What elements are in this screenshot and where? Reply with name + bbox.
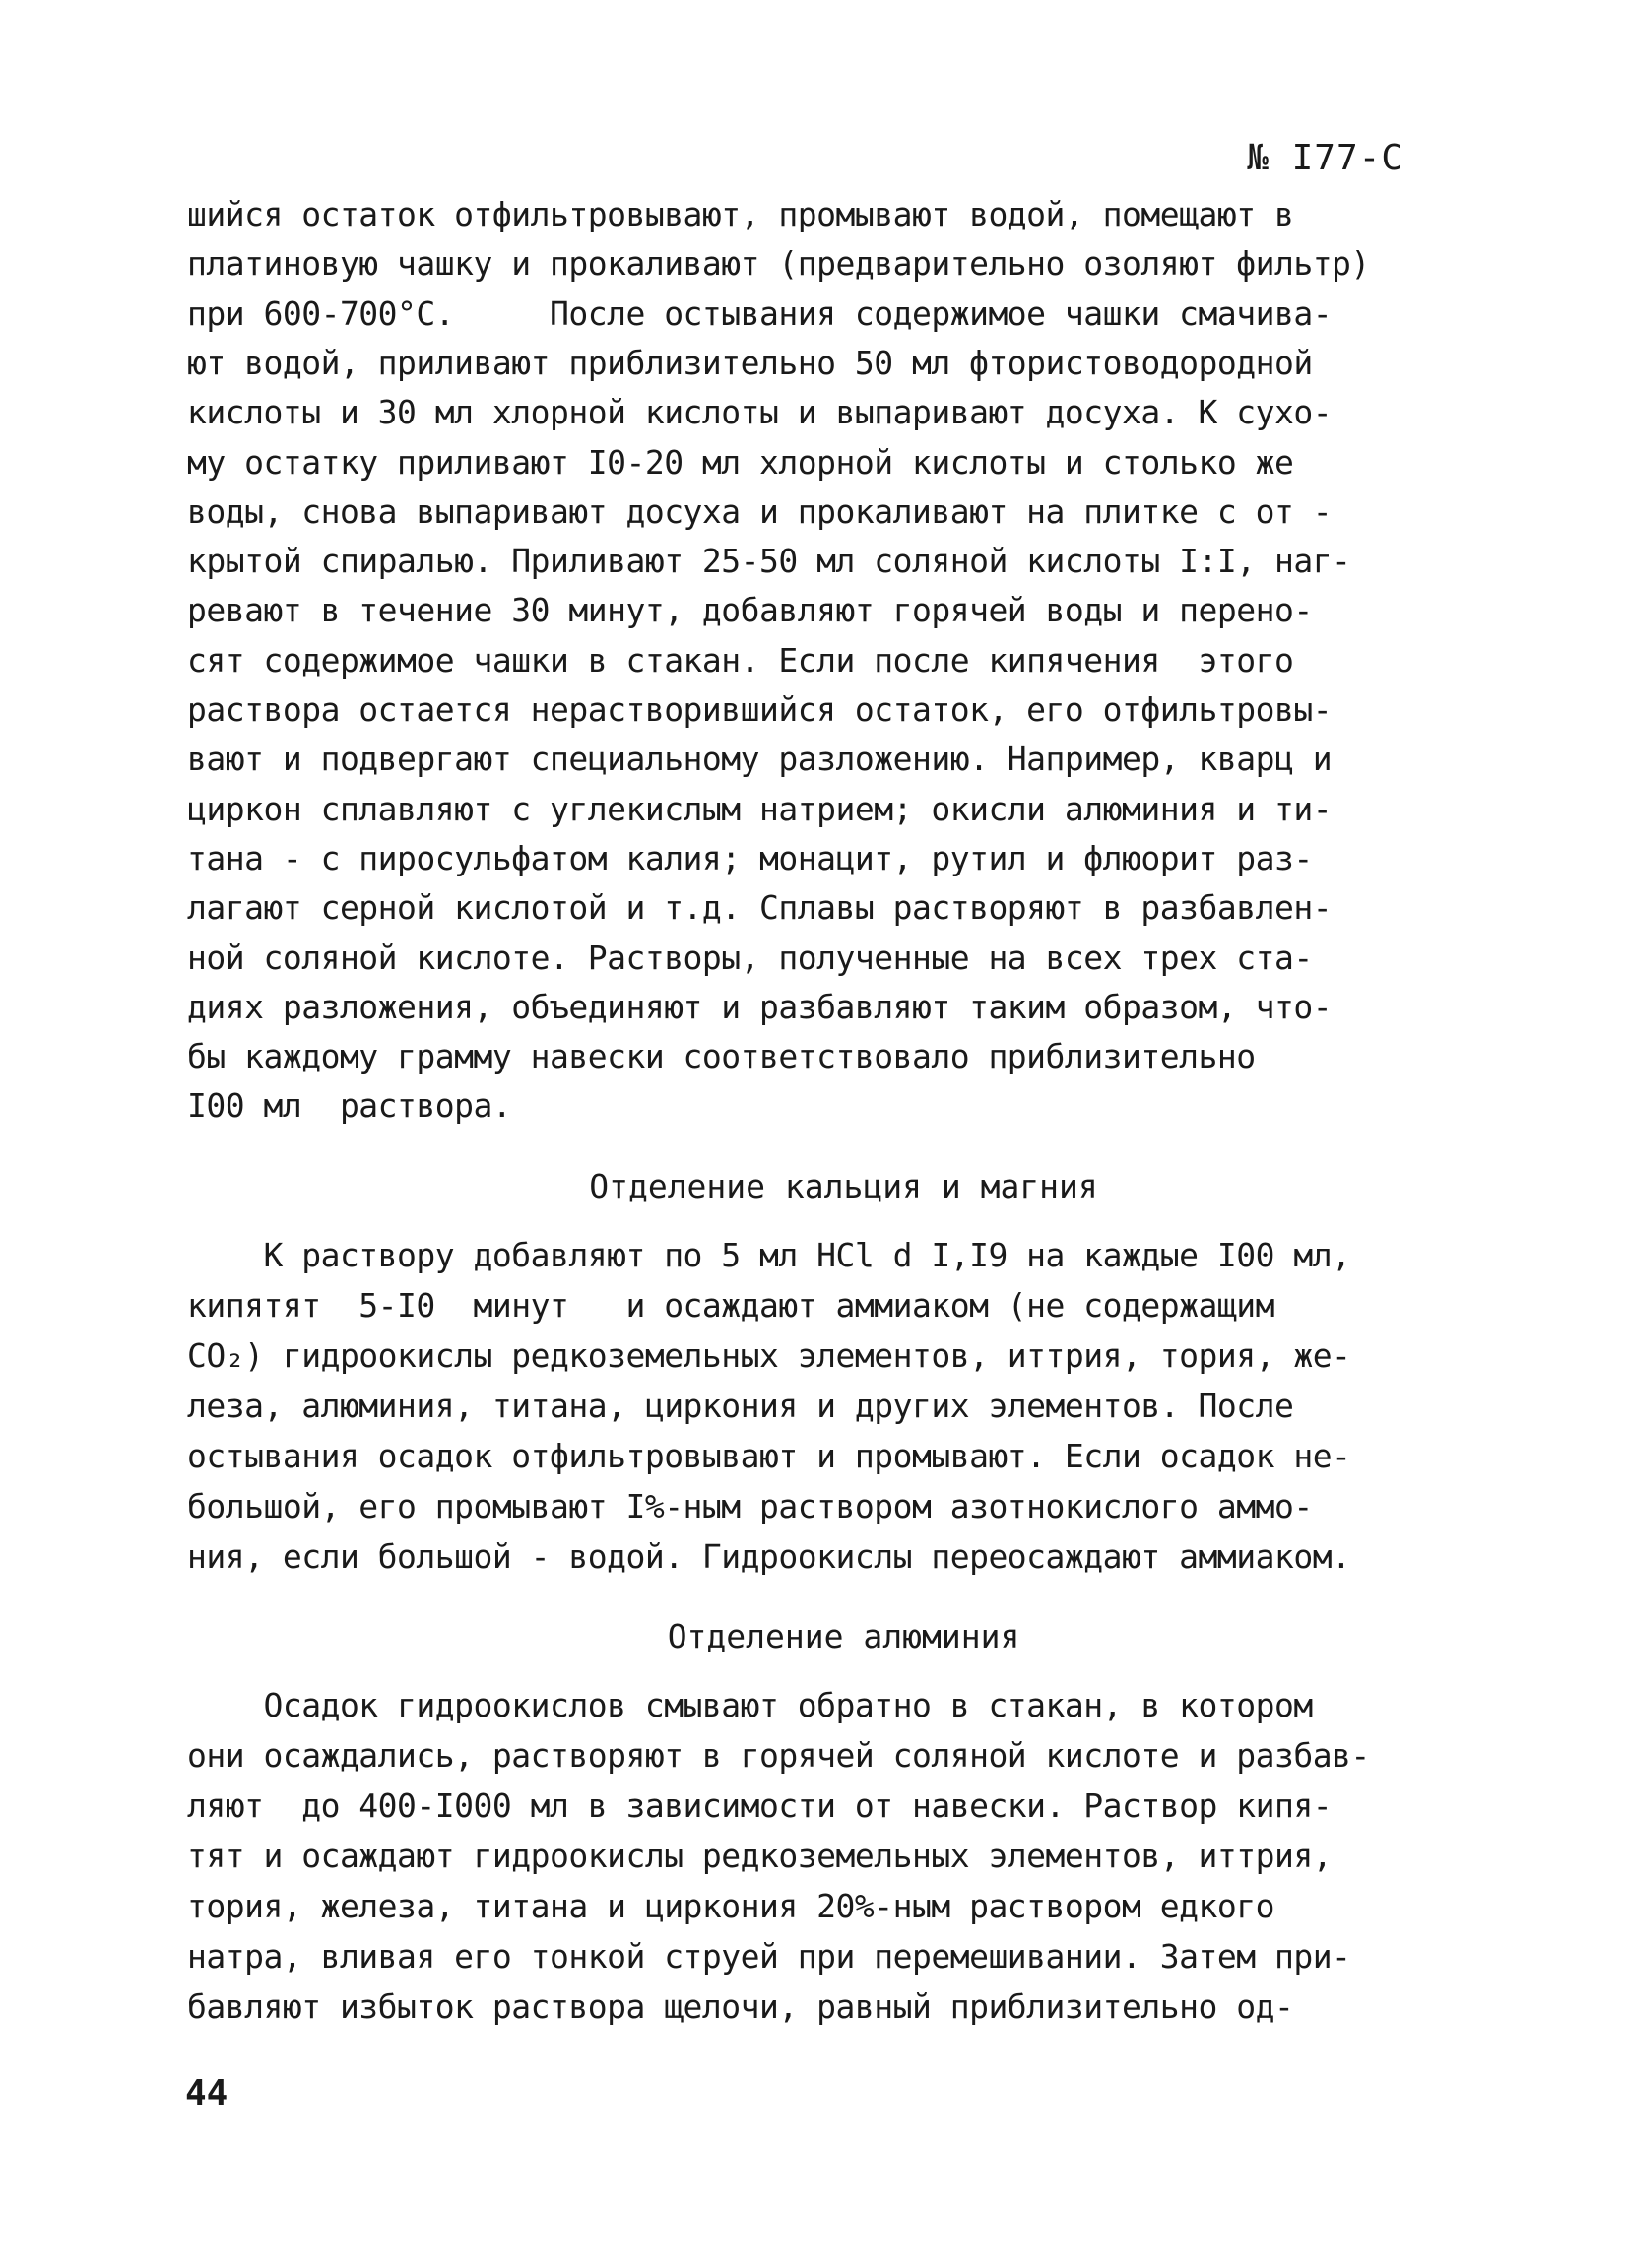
text-line: кислоты и 30 мл хлорной кислоты и выпаривают досуха. К сухо- bbox=[187, 393, 1333, 432]
text-line: большой, его промывают I%-ным раствором азотнокислого аммо- bbox=[187, 1487, 1313, 1525]
text-line: сят содержимое чашки в стакан. Если после кипячения этого bbox=[187, 640, 1294, 680]
text-line: бавляют избыток раствора щелочи, равный приблизительно од- bbox=[187, 1987, 1294, 2026]
section-heading-aluminium: Отделение алюминия bbox=[667, 1617, 1020, 1655]
text-line: му остатку приливают I0-20 мл хлорной кислоты и столько же bbox=[187, 442, 1294, 482]
page-number: 44 bbox=[185, 2073, 228, 2113]
text-line: тана - с пиросульфатом калия; монацит, рутил и флюорит раз- bbox=[187, 838, 1313, 877]
text-line: вают и подвергают специальному разложению. Например, кварц и bbox=[187, 740, 1333, 779]
text-line: циркон сплавляют с углекислым натрием; окисли алюминия и ти- bbox=[187, 789, 1333, 828]
document-number: № I77-С bbox=[1247, 138, 1403, 178]
text-line: лагают серной кислотой и т.д. Сплавы растворяют в разбавлен- bbox=[187, 888, 1333, 928]
text-line: Осадок гидроокислов смывают обратно в стакан, в котором bbox=[187, 1686, 1313, 1724]
text-line: они осаждались, растворяют в горячей соляной кислоте и разбав- bbox=[187, 1736, 1370, 1775]
text-line: тория, железа, титана и циркония 20%-ным раствором едкого bbox=[187, 1887, 1274, 1925]
text-line: ной соляной кислоте. Растворы, полученные на всех трех ста- bbox=[187, 938, 1313, 977]
text-line: шийся остаток отфильтровывают, промывают водой, помещают в bbox=[187, 195, 1294, 233]
text-line: ревают в течение 30 минут, добавляют горячей воды и перено- bbox=[187, 591, 1313, 630]
text-line: крытой спиралью. Приливают 25-50 мл соляной кислоты I:I, наг- bbox=[187, 542, 1351, 581]
text-line: ния, если большой - водой. Гидроокислы переосаждают аммиаком. bbox=[187, 1537, 1351, 1576]
text-line: при 600-700°С. После остывания содержимое чашки смачива- bbox=[187, 293, 1333, 333]
text-line: леза, алюминия, титана, циркония и других элементов. После bbox=[187, 1387, 1294, 1425]
text-line: диях разложения, объединяют и разбавляют таким образом, что- bbox=[187, 987, 1333, 1026]
text-line: К раствору добавляют по 5 мл HCl d I,I9 на каждые I00 мл, bbox=[187, 1236, 1351, 1274]
text-line: остывания осадок отфильтровывают и промывают. Если осадок не- bbox=[187, 1437, 1351, 1475]
text-line: ляют до 400-I000 мл в зависимости от навески. Раствор кипя- bbox=[187, 1786, 1333, 1825]
text-line: тят и осаждают гидроокислы редкоземельных элементов, иттрия, bbox=[187, 1837, 1333, 1875]
text-line: кипятят 5-I0 минут и осаждают аммиаком (не содержащим bbox=[187, 1286, 1274, 1325]
text-line: платиновую чашку и прокаливают (предварительно озоляют фильтр) bbox=[187, 244, 1370, 284]
text-line: раствора остается нерастворившийся остаток, его отфильтровы- bbox=[187, 690, 1333, 729]
text-line: I00 мл раствора. bbox=[187, 1086, 512, 1126]
section-heading-calcium-magnesium: Отделение кальция и магния bbox=[589, 1167, 1098, 1205]
text-line: СО₂) гидроокислы редкоземельных элементов, иттрия, тория, же- bbox=[187, 1336, 1351, 1375]
text-line: ют водой, приливают приблизительно 50 мл фтористоводородной bbox=[187, 343, 1313, 382]
text-line: воды, снова выпаривают досуха и прокаливают на плитке с от - bbox=[187, 491, 1333, 531]
text-line: бы каждому грамму навески соответствовало приблизительно bbox=[187, 1037, 1256, 1076]
text-line: натра, вливая его тонкой струей при перемешивании. Затем при- bbox=[187, 1937, 1351, 1976]
